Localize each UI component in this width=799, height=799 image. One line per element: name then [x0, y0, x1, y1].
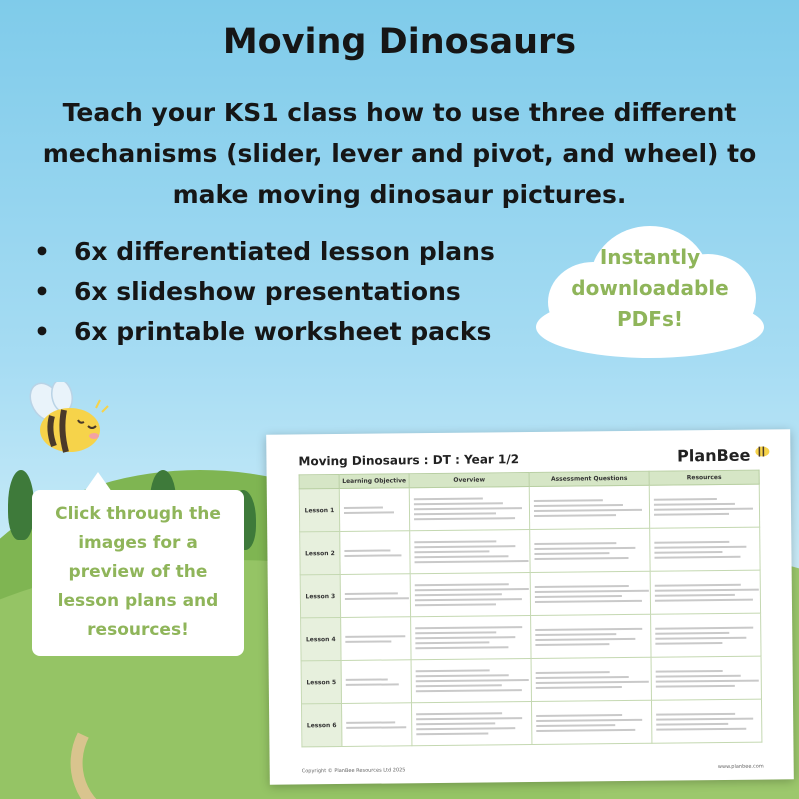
table-cell: [531, 700, 651, 744]
lesson-label: Lesson 3: [300, 574, 340, 617]
downloadable-cloud-badge: [530, 218, 770, 368]
table-cell: [529, 485, 649, 529]
table-cell: [530, 528, 650, 572]
table-row: [301, 613, 761, 661]
callout-pointer: [84, 472, 112, 492]
table-cell: [411, 658, 531, 702]
table-header: Resources: [649, 470, 759, 485]
background-tree: [8, 470, 34, 540]
table-cell: [651, 613, 761, 657]
feature-list: [34, 232, 495, 352]
table-cell: [341, 660, 411, 704]
table-cell: [651, 699, 761, 743]
table-cell: [410, 529, 530, 573]
document-copyright: Copyright © PlanBee Resources Ltd 2025: [301, 767, 406, 775]
table-row: [300, 570, 760, 618]
table-cell: [649, 484, 759, 528]
table-cell: [409, 487, 529, 531]
table-cell: [340, 531, 410, 575]
table-header-corner: [299, 474, 339, 488]
table-row: [302, 699, 762, 747]
table-cell: [411, 701, 531, 745]
table-cell: [530, 571, 650, 615]
cloud-text: Instantly downloadable PDFs!: [571, 245, 729, 331]
table-header: Overview: [409, 473, 529, 488]
lesson-label: Lesson 1: [299, 488, 339, 531]
lesson-plan-table: [299, 470, 763, 748]
table-cell: [531, 614, 651, 658]
lesson-plan-preview[interactable]: [266, 429, 794, 784]
feature-item: • 6x differentiated lesson plans: [34, 232, 495, 272]
table-cell: [650, 570, 760, 614]
feature-item: • 6x slideshow presentations: [34, 272, 495, 312]
bee-mascot-icon: [22, 382, 112, 462]
table-cell: [650, 527, 760, 571]
lesson-label: Lesson 2: [300, 531, 340, 574]
table-row: [301, 656, 761, 704]
table-cell: [340, 574, 410, 618]
table-row: [300, 527, 760, 575]
lesson-label: Lesson 5: [301, 660, 341, 703]
table-cell: [531, 657, 651, 701]
page-title: Moving Dinosaurs: [222, 22, 577, 62]
document-title: Moving Dinosaurs : DT : Year 1/2: [298, 452, 520, 469]
table-header: Assessment Questions: [529, 471, 649, 486]
table-cell: [339, 488, 409, 532]
preview-callout: [32, 490, 244, 656]
feature-item: • 6x printable worksheet packs: [34, 312, 495, 352]
lesson-label: Lesson 6: [302, 703, 342, 746]
planbee-logo: PlanBee: [677, 445, 751, 466]
planbee-bee-icon: [754, 443, 770, 457]
bullet-icon: •: [34, 237, 50, 266]
table-cell: [651, 656, 761, 700]
callout-text: Click through the images for a preview of the lesson plans and resources!: [55, 504, 221, 640]
table-cell: [341, 703, 411, 747]
bullet-icon: •: [34, 317, 50, 346]
table-cell: [341, 617, 411, 661]
bullet-icon: •: [34, 277, 50, 306]
lesson-label: Lesson 4: [301, 617, 341, 660]
document-website: www.planbee.com: [717, 763, 764, 771]
table-row: [299, 484, 759, 532]
page-subtitle: Teach your KS1 class how to use three different mechanisms (slider, lever and pivot, and wheel) to make moving dinosaur pictures.: [42, 98, 757, 209]
table-cell: [410, 572, 530, 616]
table-cell: [411, 615, 531, 659]
table-header: Learning Objective: [339, 474, 409, 489]
